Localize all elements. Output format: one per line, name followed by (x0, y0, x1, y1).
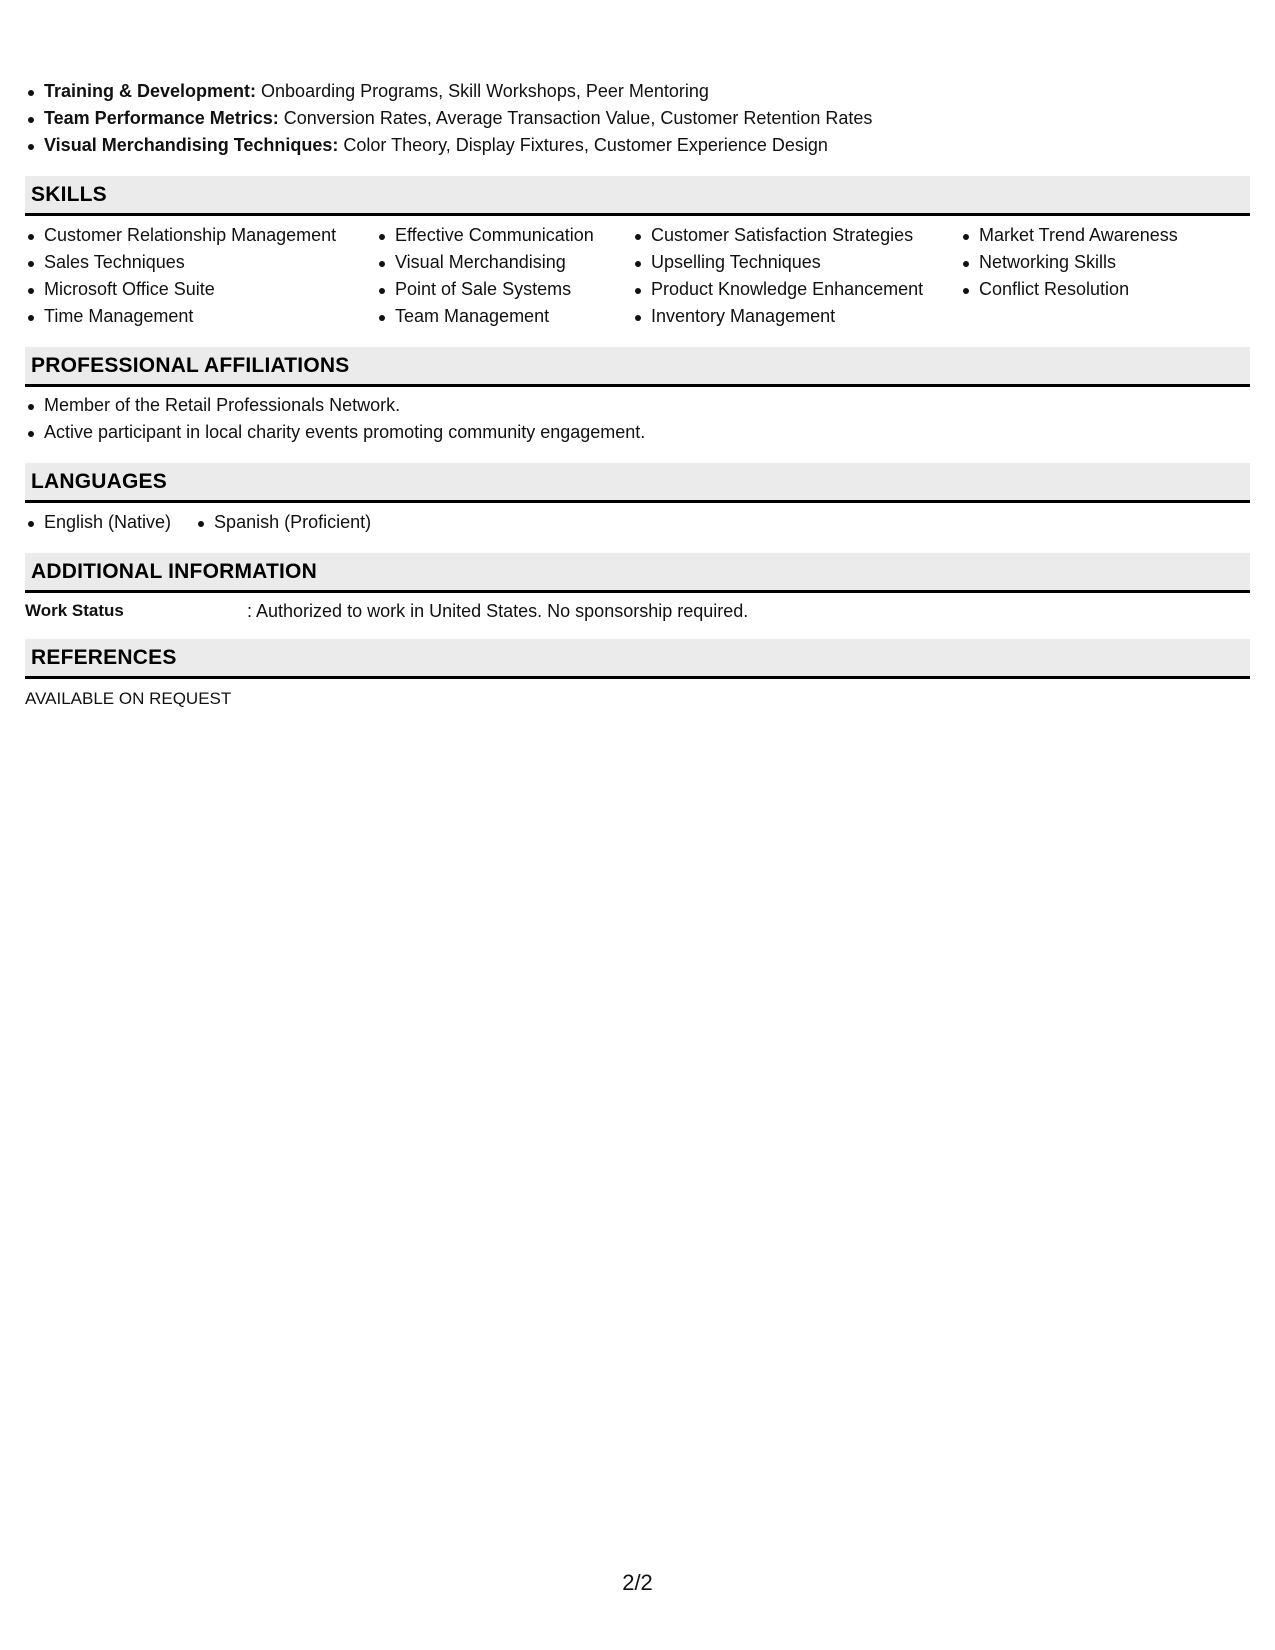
work-status-value: : Authorized to work in United States. No sponsorship required. (247, 601, 749, 621)
item-label: Team Performance Metrics: (44, 108, 279, 128)
list-item: Point of Sale Systems (376, 276, 632, 303)
list-item: Effective Communication (376, 222, 632, 249)
list-item: Team Management (376, 303, 632, 330)
languages-list (25, 509, 395, 536)
additional-info-header (25, 553, 1250, 593)
list-item: Conflict Resolution (960, 276, 1220, 303)
item-text: Conversion Rates, Average Transaction Value, Customer Retention Rates (278, 108, 873, 128)
work-status-label: Work Status (25, 601, 124, 620)
list-item: Spanish (Proficient) (195, 509, 371, 536)
list-item: Product Knowledge Enhancement (632, 276, 960, 303)
list-item: Inventory Management (632, 303, 960, 330)
item-label: Visual Merchandising Techniques: (44, 135, 339, 155)
list-item: Member of the Retail Professionals Network. (25, 392, 645, 419)
section-title: ADDITIONAL INFORMATION (31, 560, 317, 583)
item-label: Training & Development: (44, 81, 257, 101)
list-item: Active participant in local charity events promoting community engagement. (25, 419, 645, 446)
list-item: Visual Merchandising (376, 249, 632, 276)
section-title: REFERENCES (31, 646, 177, 669)
list-item (25, 132, 872, 159)
skills-column (25, 222, 376, 330)
skills-column (960, 222, 1220, 330)
references-text: AVAILABLE ON REQUEST (25, 689, 232, 708)
section-title: PROFESSIONAL AFFILIATIONS (31, 354, 350, 377)
skills-column (632, 222, 960, 330)
languages-header (25, 463, 1250, 503)
list-item: Customer Relationship Management (25, 222, 376, 249)
expertise-list (25, 78, 872, 159)
affiliations-header (25, 347, 1250, 387)
list-item: Networking Skills (960, 249, 1220, 276)
list-item: Time Management (25, 303, 376, 330)
page-number: 2/2 (622, 1570, 653, 1595)
list-item (25, 105, 872, 132)
list-item: Customer Satisfaction Strategies (632, 222, 960, 249)
item-text: Onboarding Programs, Skill Workshops, Peer Mentoring (256, 81, 709, 101)
section-title: LANGUAGES (31, 470, 167, 493)
affiliations-list (25, 392, 645, 446)
list-item (25, 78, 872, 105)
item-text: Color Theory, Display Fixtures, Customer Experience Design (338, 135, 828, 155)
skills-header (25, 176, 1250, 216)
list-item: Microsoft Office Suite (25, 276, 376, 303)
references-header (25, 639, 1250, 679)
skills-column (376, 222, 632, 330)
list-item: Sales Techniques (25, 249, 376, 276)
section-title: SKILLS (31, 183, 107, 206)
skills-grid (25, 222, 1220, 330)
list-item: English (Native) (25, 509, 171, 536)
list-item: Market Trend Awareness (960, 222, 1220, 249)
list-item: Upselling Techniques (632, 249, 960, 276)
